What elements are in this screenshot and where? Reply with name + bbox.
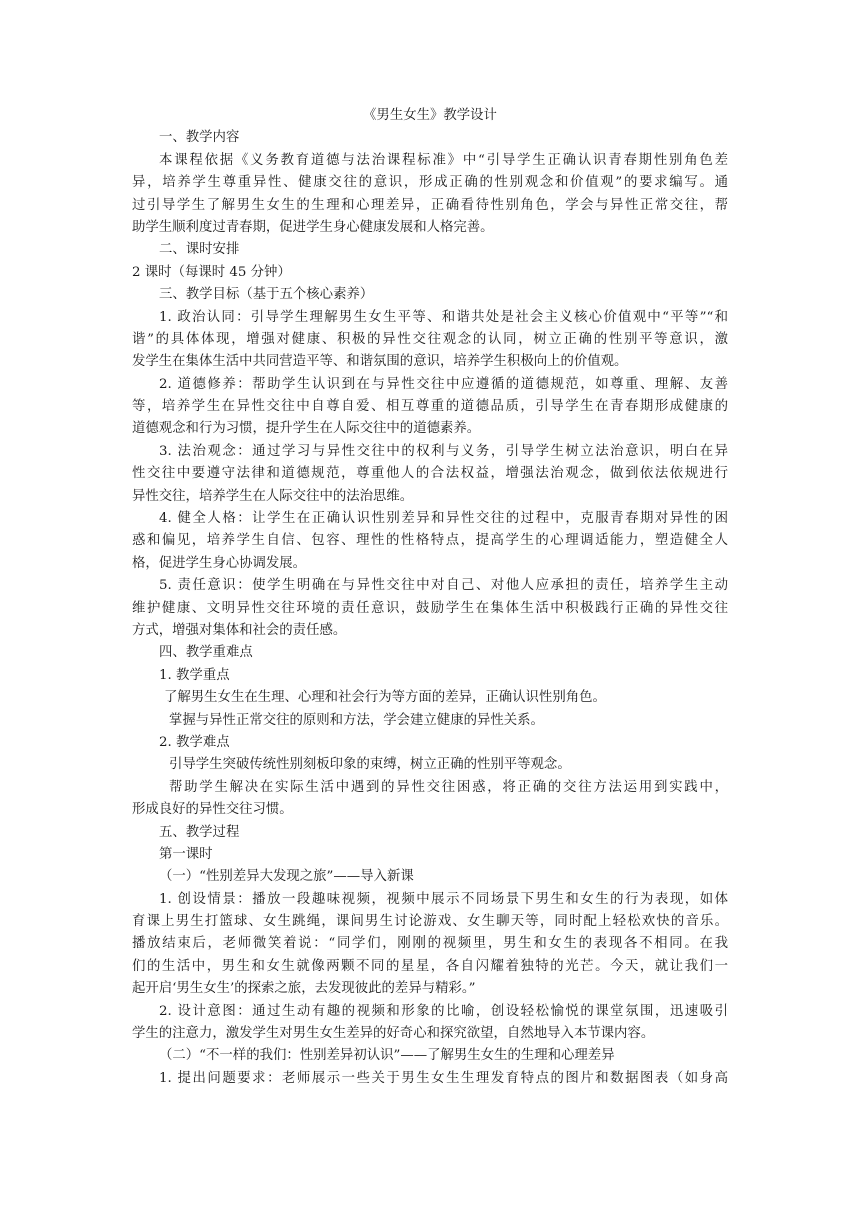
paragraph-line: 1. 政治认同：引导学生理解男生女生平等、和谐共处是社会主义核心价值观中“平等”“和 xyxy=(159,309,728,325)
paragraph-line: 2. 道德修养：帮助学生认识到在与异性交往中应遵循的道德规范，如尊重、理解、友善 xyxy=(159,376,728,392)
paragraph-line: 育课上男生打篮球、女生跳绳，课间男生讨论游戏、女生聊天等，同时配上轻松欢快的音乐。 xyxy=(132,914,728,930)
paragraph-line: 了解男生女生在生理、心理和社会行为等方面的差异，正确认识性别角色。 xyxy=(164,690,606,706)
paragraph-line: 2 课时（每课时 45 分钟） xyxy=(132,264,291,280)
document-body xyxy=(132,105,728,1090)
paragraph-line: 助学生顺利度过青春期，促进学生身心健康发展和人格完善。 xyxy=(132,219,494,235)
paragraph-line: 1. 创设情景：播放一段趣味视频，视频中展示不同场景下男生和女生的行为表现，如体 xyxy=(159,891,728,907)
section-heading: 一、教学内容 xyxy=(159,130,240,146)
paragraph-line: 异性交往，培养学生在人际交往中的法治思维。 xyxy=(132,488,414,504)
subsection-heading: 第一课时 xyxy=(159,846,213,862)
section-heading: 二、课时安排 xyxy=(159,242,240,258)
paragraph-line: 本课程依据《义务教育道德与法治课程标准》中“引导学生正确认识青春期性别角色差 xyxy=(159,152,728,168)
section-heading: 三、教学目标（基于五个核心素养） xyxy=(159,287,374,303)
paragraph-line: 过引导学生了解男生女生的生理和心理差异，正确看待性别角色，学会与异性正常交往，帮 xyxy=(132,197,728,213)
paragraph-line: 帮助学生解决在实际生活中遇到的异性交往困惑，将正确的交往方法运用到实践中， xyxy=(169,779,728,795)
paragraph-line: 形成良好的异性交往习惯。 xyxy=(132,802,293,818)
section-heading: 四、教学重难点 xyxy=(159,645,253,661)
paragraph-line: 方式，增强对集体和社会的责任感。 xyxy=(132,622,347,638)
paragraph-line: 学生的注意力，激发学生对男生女生差异的好奇心和探究欲望，自然地导入本节课内容。 xyxy=(132,1026,655,1042)
paragraph-line: 道德观念和行为习惯，提升学生在人际交往中的道德素养。 xyxy=(132,421,481,437)
paragraph-line: 引导学生突破传统性别刻板印象的束缚，树立正确的性别平等观念。 xyxy=(169,757,571,773)
paragraph-line: 1. 提出问题要求：老师展示一些关于男生女生生理发育特点的图片和数据图表（如身高 xyxy=(159,1070,728,1086)
document-title: 《男生女生》教学设计 xyxy=(363,108,497,123)
paragraph-line: 等，培养学生在异性交往中自尊自爱、相互尊重的道德品质，引导学生在青春期形成健康的 xyxy=(132,399,728,415)
paragraph-line: 发学生在集体生活中共同营造平等、和谐氛围的意识，培养学生积极向上的价值观。 xyxy=(132,354,628,370)
paragraph-line: 掌握与异性正常交往的原则和方法，学会建立健康的异性关系。 xyxy=(169,712,544,728)
subsection-heading: 1. 教学重点 xyxy=(159,667,230,683)
paragraph-line: 播放结束后，老师微笑着说：“同学们，刚刚的视频里，男生和女生的表现各不相同。在我 xyxy=(132,936,728,952)
paragraph-line: 们的生活中，男生和女生就像两颗不同的星星，各自闪耀着独特的光芒。今天，就让我们一 xyxy=(132,958,728,974)
subsection-heading: 2. 教学难点 xyxy=(159,734,230,750)
section-heading: 五、教学过程 xyxy=(159,824,240,840)
subsection-heading: （二）“不一样的我们：性别差异初认识”——了解男生女生的生理和心理差异 xyxy=(159,1048,615,1064)
paragraph-line: 格，促进学生身心协调发展。 xyxy=(132,555,307,571)
paragraph-line: 5. 责任意识：使学生明确在与异性交往中对自己、对他人应承担的责任，培养学生主动 xyxy=(159,578,728,594)
paragraph-line: 性交往中要遵守法律和道德规范，尊重他人的合法权益，增强法治观念，做到依法依规进行 xyxy=(132,466,728,482)
paragraph-line: 惑和偏见，培养学生自信、包容、理性的性格特点，提高学生的心理调适能力，塑造健全人 xyxy=(132,533,728,549)
paragraph-line: 3. 法治观念：通过学习与异性交往中的权利与义务，引导学生树立法治意识，明白在异 xyxy=(159,443,728,459)
paragraph-line: 谐”的具体体现，增强对健康、积极的异性交往观念的认同，树立正确的性别平等意识，激 xyxy=(132,331,728,347)
paragraph-line: 4. 健全人格：让学生在正确认识性别差异和异性交往的过程中，克服青春期对异性的困 xyxy=(159,511,728,527)
paragraph-line: 维护健康、文明异性交往环境的责任意识，鼓励学生在集体生活中积极践行正确的异性交往 xyxy=(132,600,728,616)
subsection-heading: （一）“性别差异大发现之旅”——导入新课 xyxy=(159,869,414,885)
paragraph-line: 2. 设计意图：通过生动有趣的视频和形象的比喻，创设轻松愉悦的课堂氛围，迅速吸引 xyxy=(159,1003,728,1019)
paragraph-line: 起开启‘男生女生’的探索之旅，去发现彼此的差异与精彩。” xyxy=(132,981,476,997)
paragraph-line: 异，培养学生尊重异性、健康交往的意识，形成正确的性别观念和价值观”的要求编写。通 xyxy=(132,175,728,191)
